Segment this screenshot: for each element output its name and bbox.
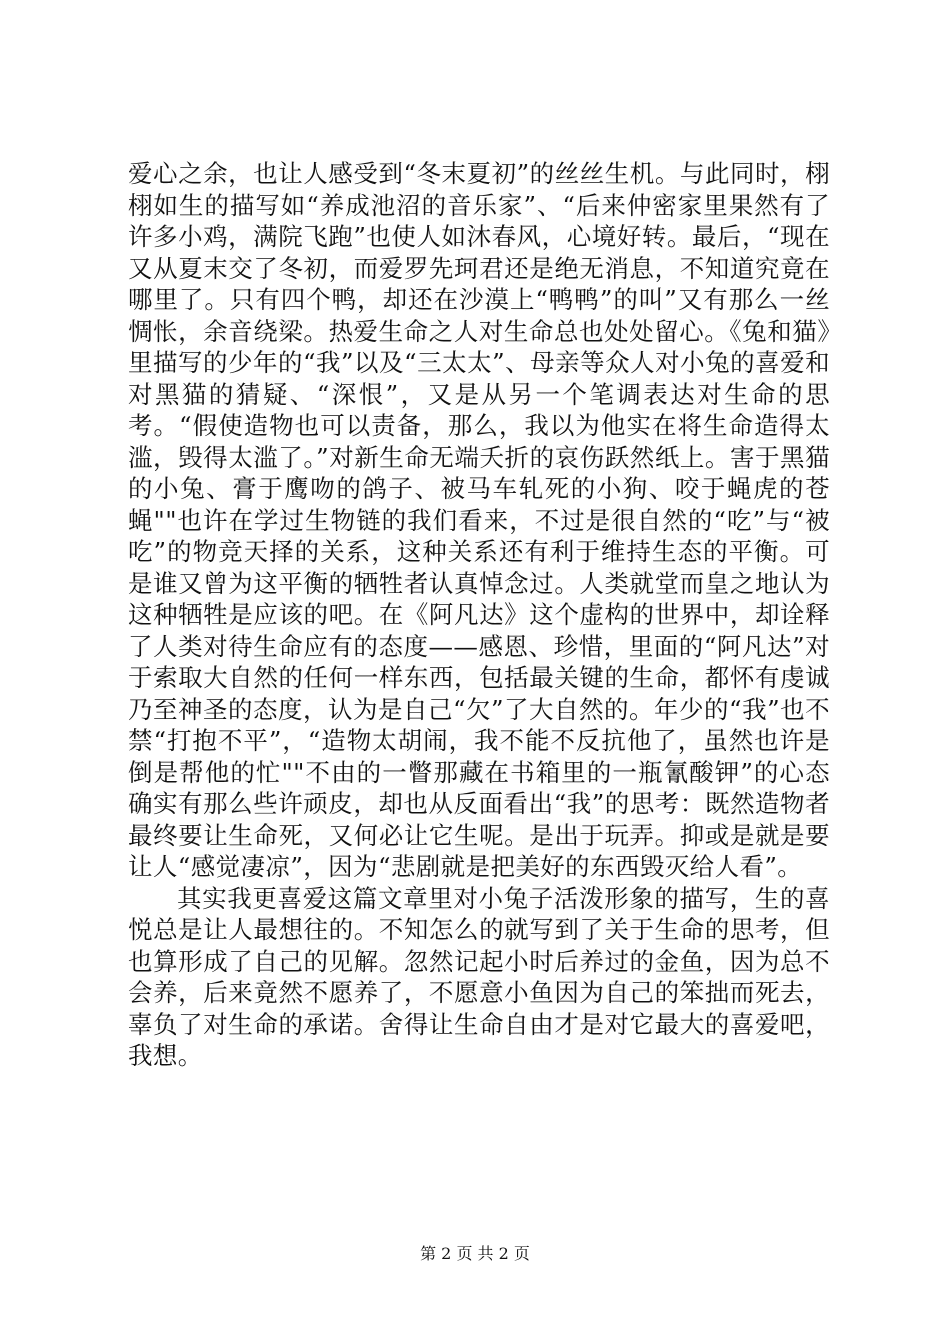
document-body (128, 158, 830, 1072)
paragraph-1: 爱心之余，也让人感受到“冬末夏初”的丝丝生机。与此同时，栩栩如生的描写如“养成池沼的音乐家”、“后来仲密家里果然有了许多小鸡，满院飞跑”也使人如沐春风，心境好转。最后，“现在又从夏末交了冬初，而爱罗先珂君还是绝无消息，不知道究竟在哪里了。只有四个鸭，却还在沙漠上“鸭鸭”的叫”又有那么一丝惆怅，余音绕梁。热爱生命之人对生命总也处处留心。《兔和猫》里描写的少年的“我”以及“三太太”、母亲等众人对小兔的喜爱和对黑猫的猜疑、“深恨”，又是从另一个笔调表达对生命的思考。“假使造物也可以责备，那么，我以为他实在将生命造得太滥，毁得太滥了。”对新生命无端夭折的哀伤跃然纸上。害于黑猫的小兔、膏于鹰吻的鸽子、被马车轧死的小狗、咬于蝇虎的苍蝇""也许在学过生物链的我们看来，不过是很自然的“吃”与“被吃”的物竞天择的关系，这种关系还有利于维持生态的平衡。可是谁又曾为这平衡的牺牲者认真悼念过。人类就堂而皇之地认为这种牺牲是应该的吧。在《阿凡达》这个虚构的世界中，却诠释了人类对待生命应有的态度——感恩、珍惜，里面的“阿凡达”对于索取大自然的任何一样东西，包括最关键的生命，都怀有虔诚乃至神圣的态度，认为是自己“欠”了大自然的。年少的“我”也不禁“打抱不平”，“造物太胡闹，我不能不反抗他了，虽然也许是倒是帮他的忙""不由的一瞥那藏在书箱里的一瓶氰酸钾”的心态确实有那么些许顽皮，却也从反面看出“我”的思考：既然造物者最终要让生命死，又何必让它生呢。是出于玩弄。抑或是就是要让人“感觉凄凉”，因为“悲剧就是把美好的东西毁灭给人看”。 (128, 159, 830, 881)
page-footer (0, 1244, 950, 1264)
page-number-label: 第 2 页 共 2 页 (420, 1244, 530, 1263)
paragraph-2: 其实我更喜爱这篇文章里对小兔子活泼形象的描写，生的喜悦总是让人最想往的。不知怎么的就写到了关于生命的思考，但也算形成了自己的见解。忽然记起小时后养过的金鱼，因为总不会养，后来竟然不愿养了，不愿意小鱼因为自己的笨拙而死去，辜负了对生命的承诺。舍得让生命自由才是对它最大的喜爱吧，我想。 (128, 883, 830, 1070)
